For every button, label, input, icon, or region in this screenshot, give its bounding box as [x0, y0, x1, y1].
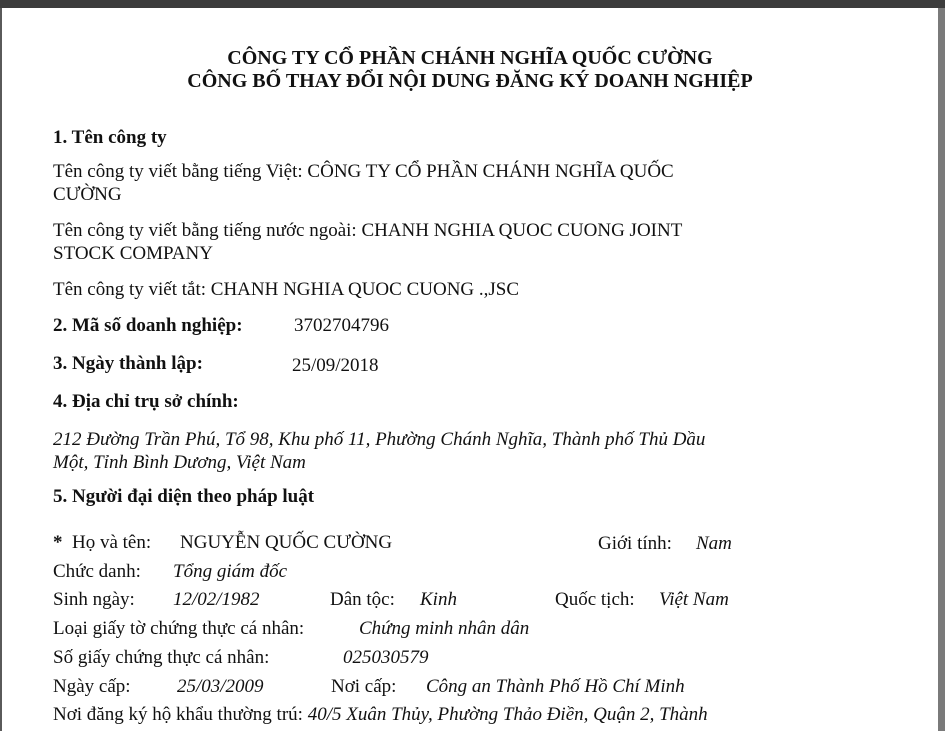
issue-place-label: Nơi cấp: — [331, 676, 397, 697]
foreign-name-label: Tên công ty viết bằng tiếng nước ngoài: — [53, 220, 357, 241]
viewer-scroll-edge — [938, 8, 945, 731]
foreign-name-row — [53, 219, 682, 242]
id-type-label: Loại giấy tờ chứng thực cá nhân: — [53, 618, 305, 639]
issue-place-value: Công an Thành Phố Hồ Chí Minh — [426, 676, 685, 697]
gender-label: Giới tính: — [598, 533, 672, 554]
nationality-label: Quốc tịch: — [555, 589, 635, 610]
name-value: NGUYỄN QUỐC CƯỜNG — [180, 532, 393, 553]
section1-heading: 1. Tên công ty — [53, 127, 167, 148]
position-value: Tổng giám đốc — [173, 561, 287, 582]
name-label: Họ và tên: — [72, 532, 152, 553]
address-line1: 212 Đường Trần Phú, Tổ 98, Khu phố 11, Phường Chánh Nghĩa, Thành phố Thủ Dầu — [53, 429, 706, 450]
founding-date-value: 25/09/2018 — [292, 355, 379, 376]
issue-date-value: 25/03/2009 — [177, 676, 264, 697]
dob-label: Sinh ngày: — [53, 589, 135, 610]
vn-name-value: CÔNG TY CỔ PHẦN CHÁNH NGHĨA QUỐC — [307, 161, 674, 182]
issue-date-label: Ngày cấp: — [53, 676, 131, 697]
representative-bullet: * — [53, 532, 63, 553]
ethnicity-label: Dân tộc: — [330, 589, 395, 610]
address-line2: Một, Tỉnh Bình Dương, Việt Nam — [53, 452, 306, 473]
nationality-value: Việt Nam — [659, 589, 729, 610]
section3-heading: 3. Ngày thành lập: — [53, 353, 203, 374]
id-number-value: 025030579 — [343, 647, 429, 668]
document-title-line1: CÔNG TY CỔ PHẦN CHÁNH NGHĨA QUỐC CƯỜNG — [227, 47, 713, 69]
document-title-line2: CÔNG BỐ THAY ĐỔI NỘI DUNG ĐĂNG KÝ DOANH NGHIỆP — [187, 70, 753, 92]
foreign-name-value: CHANH NGHIA QUOC CUONG JOINT — [361, 220, 683, 241]
vn-name-row — [53, 160, 674, 183]
residence-label: Nơi đăng ký hộ khẩu thường trú: — [53, 704, 303, 725]
ethnicity-value: Kinh — [420, 589, 457, 610]
vn-name-value-cont: CƯỜNG — [53, 184, 122, 205]
residence-value: 40/5 Xuân Thủy, Phường Thảo Điền, Quận 2, Thành — [307, 704, 708, 725]
viewer-top-bar — [0, 0, 945, 8]
vn-name-label: Tên công ty viết bằng tiếng Việt: — [53, 161, 303, 182]
id-number-label: Số giấy chứng thực cá nhân: — [53, 647, 270, 668]
section4-heading: 4. Địa chỉ trụ sở chính: — [53, 391, 239, 412]
residence-row — [53, 703, 708, 726]
short-name-value: CHANH NGHIA QUOC CUONG .,JSC — [210, 279, 520, 300]
section5-heading: 5. Người đại diện theo pháp luật — [53, 486, 315, 507]
gender-value: Nam — [696, 533, 732, 554]
enterprise-code-value: 3702704796 — [294, 315, 389, 336]
position-label: Chức danh: — [53, 561, 141, 582]
foreign-name-value-cont: STOCK COMPANY — [53, 243, 213, 264]
dob-value: 12/02/1982 — [173, 589, 260, 610]
id-type-value: Chứng minh nhân dân — [359, 618, 530, 639]
short-name-row — [53, 278, 519, 301]
document-page — [2, 8, 938, 731]
short-name-label: Tên công ty viết tắt: — [53, 279, 207, 300]
section2-heading: 2. Mã số doanh nghiệp: — [53, 315, 243, 336]
